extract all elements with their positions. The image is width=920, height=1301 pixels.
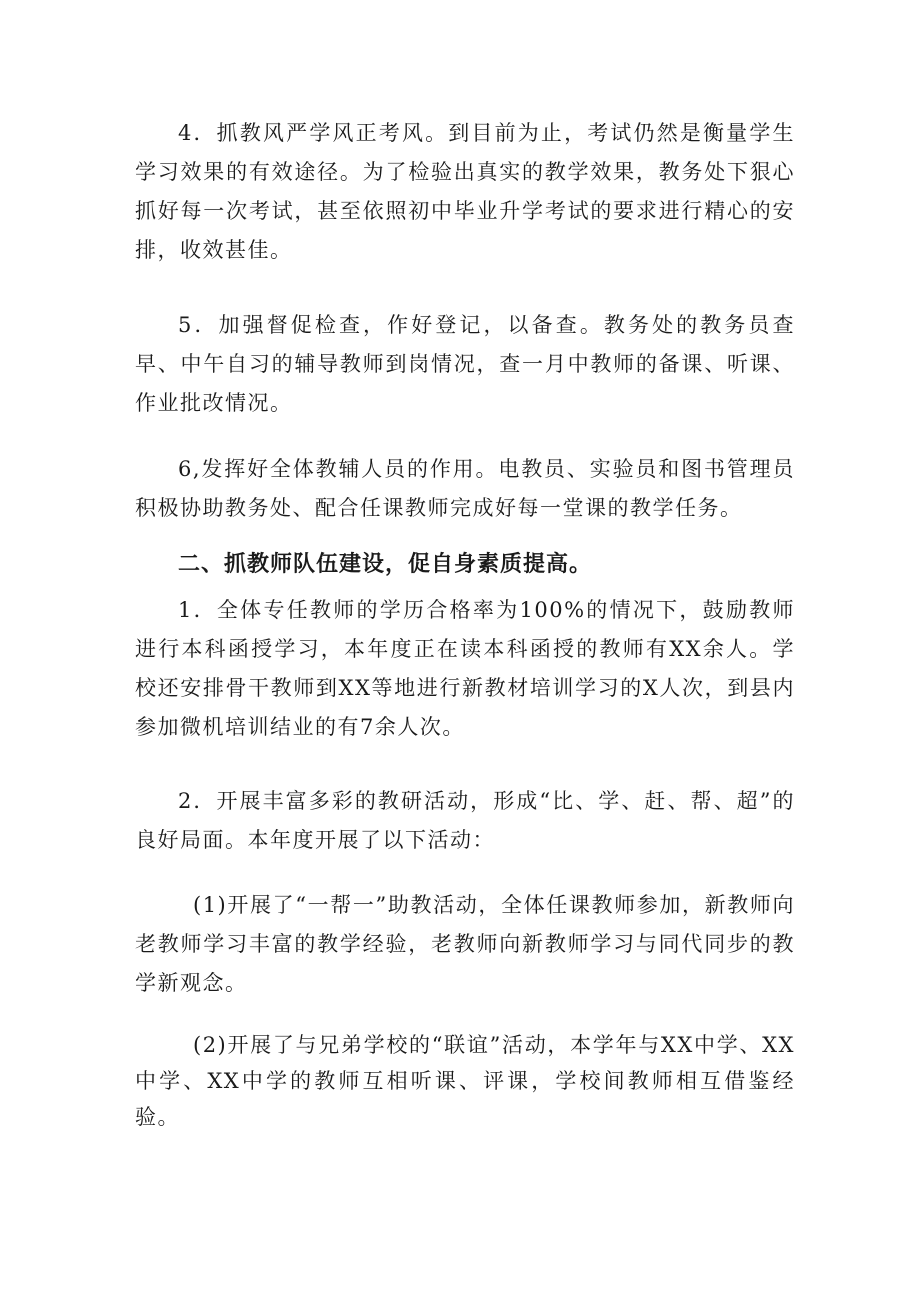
section-heading: 二、抓教师队伍建设，促自身素质提高。 [178, 552, 593, 577]
paragraph-exam-discipline: 4．抓教风严学风正考风。到目前为止，考试仍然是衡量学生学习效果的有效途径。为了检验出真实的教学效果，教务处下狠心抓好每一次考试，甚至依照初中毕业升学考试的要求进行精心的安排，收效甚佳。 [135, 121, 795, 262]
paragraph-supervision: 5．加强督促检查，作好登记，以备查。教务处的教务员查早、中午自习的辅导教师到岗情况，查一月中教师的备课、听课、作业批改情况。 [135, 313, 795, 415]
paragraph-teacher-qualification: 1．全体专任教师的学历合格率为100%的情况下，鼓励教师进行本科函授学习，本年度正在读本科函授的教师有XX余人。学校还安排骨干教师到XX等地进行新教材培训学习的X人次，到县内参加微机培训结业的有7余人次。 [135, 598, 795, 739]
paragraph-school-exchange: (2)开展了与兄弟学校的“联谊”活动，本学年与XX中学、XX中学、XX中学的教师互相听课、评课，学校间教师相互借鉴经验。 [135, 1033, 795, 1129]
paragraph-research-activities: 2．开展丰富多彩的教研活动，形成“比、学、赶、帮、超”的良好局面。本年度开展了以下活动： [135, 789, 795, 852]
paragraph-mentoring: (1)开展了“一帮一”助教活动，全体任课教师参加，新教师向老教师学习丰富的教学经验，老教师向新教师学习与同代同步的教学新观念。 [135, 893, 795, 995]
paragraph-support-staff: 6,发挥好全体教辅人员的作用。电教员、实验员和图书管理员积极协助教务处、配合任课教师完成好每一堂课的教学任务。 [135, 457, 795, 520]
